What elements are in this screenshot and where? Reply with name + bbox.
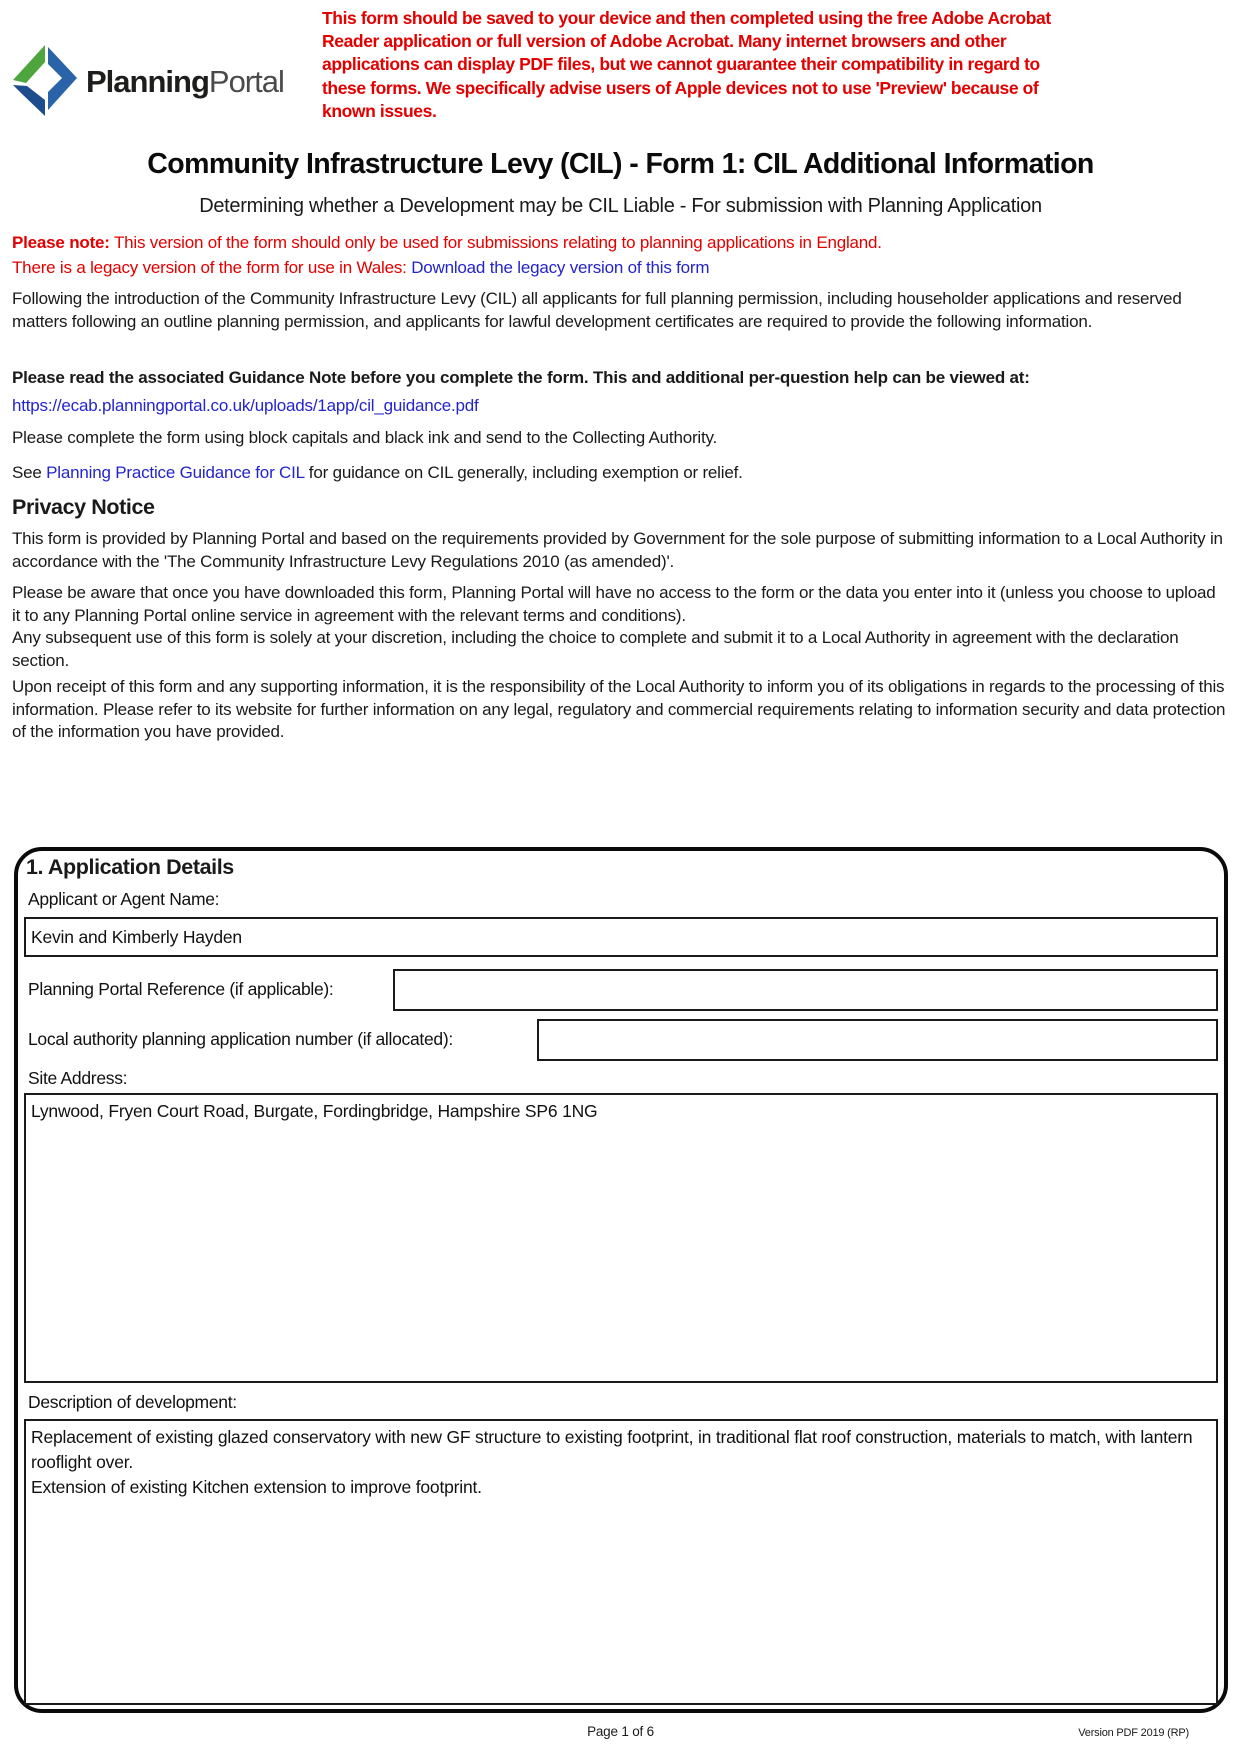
ppg-cil-link[interactable]: Planning Practice Guidance for CIL	[46, 463, 305, 482]
privacy-notice-heading: Privacy Notice	[12, 495, 155, 519]
development-description-label: Description of development:	[28, 1392, 237, 1412]
site-address-label: Site Address:	[28, 1068, 128, 1088]
wales-text: There is a legacy version of the form for use in Wales:	[12, 258, 412, 277]
please-note-label: Please note:	[12, 233, 110, 252]
privacy-paragraph-2a: Please be aware that once you have downloaded this form, Planning Portal will have no access to the form or the data you enter into it (unless you choose to upload it to any Planning Portal online service in agreement with the relevant terms and conditions).	[12, 583, 1216, 625]
privacy-paragraph-1: This form is provided by Planning Portal and based on the requirements provided by Government for the sole purpose of submitting information to a Local Authority in accordance with the 'The Community Infrastructure Levy Regulations 2010 (as amended)'.	[12, 529, 1223, 571]
see-suffix: for guidance on CIL generally, including exemption or relief.	[304, 463, 743, 482]
form-title: Community Infrastructure Levy (CIL) - Form 1: CIL Additional Information	[147, 148, 1094, 180]
form-subtitle: Determining whether a Development may be CIL Liable - For submission with Planning Application	[199, 195, 1042, 217]
wales-line	[12, 255, 1228, 280]
applicant-name-input[interactable]	[24, 917, 1218, 957]
application-details-title: 1. Application Details	[26, 855, 234, 879]
guidance-pdf-link[interactable]: https://ecab.planningportal.co.uk/uploads/1app/cil_guidance.pdf	[12, 396, 479, 415]
portal-reference-input[interactable]	[393, 969, 1218, 1011]
lpa-number-label: Local authority planning application number (if allocated):	[28, 1029, 453, 1049]
lpa-number-input[interactable]	[537, 1019, 1218, 1061]
planning-portal-logo-icon	[12, 36, 78, 118]
intro-paragraph: Following the introduction of the Community Infrastructure Levy (CIL) all applicants for full planning permission, including householder applications and reserved matters following an outline planning permission, and applicants for lawful development certificates are required to provide the following information.	[12, 289, 1182, 331]
site-address-textarea[interactable]	[24, 1093, 1218, 1383]
please-note-line	[12, 230, 1228, 255]
acrobat-warning-text: This form should be saved to your device and then completed using the free Adobe Acrobat Reader application or full version of Adobe Acrobat. Many internet browsers and other applications can display PDF files, but we cannot guarantee their compatibility in regard to these forms. We specifically advise users of Apple devices not to use 'Preview' because of known issues.	[322, 8, 1051, 121]
please-note-text: This version of the form should only be used for submissions relating to planning applications in England.	[109, 233, 882, 252]
page-number: Page 1 of 6	[587, 1724, 654, 1739]
logo-text-planning: Planning	[86, 64, 209, 99]
privacy-paragraph-2	[12, 582, 1228, 672]
guidance-note-text: Please read the associated Guidance Note before you complete the form. This and additional per-question help can be viewed at:	[12, 368, 1030, 387]
logo-text-portal: Portal	[208, 64, 284, 99]
block-capitals-text: Please complete the form using block capitals and black ink and send to the Collecting Authority.	[12, 428, 718, 447]
form-version: Version PDF 2019 (RP)	[1078, 1727, 1189, 1739]
planning-portal-logo-text	[86, 64, 284, 100]
privacy-paragraph-3: Upon receipt of this form and any supporting information, it is the responsibility of the Local Authority to inform you of its obligations in regards to the processing of this information. Please refer to its website for further information on any legal, regulatory and commercial requirements relating to information security and data protection of the information you have provided.	[12, 677, 1226, 741]
see-guidance-line	[12, 462, 1228, 485]
guidance-url-line	[12, 395, 1228, 418]
england-wales-note	[12, 230, 1228, 280]
legacy-version-link[interactable]: Download the legacy version of this form	[411, 258, 710, 277]
planning-portal-logo	[12, 36, 284, 118]
development-description-textarea[interactable]	[24, 1419, 1218, 1705]
privacy-paragraph-2b: Any subsequent use of this form is solely at your discretion, including the choice to complete and submit it to a Local Authority in agreement with the declaration section.	[12, 628, 1179, 670]
applicant-name-label: Applicant or Agent Name:	[28, 889, 220, 909]
see-prefix: See	[12, 463, 47, 482]
portal-reference-label: Planning Portal Reference (if applicable):	[28, 979, 334, 999]
